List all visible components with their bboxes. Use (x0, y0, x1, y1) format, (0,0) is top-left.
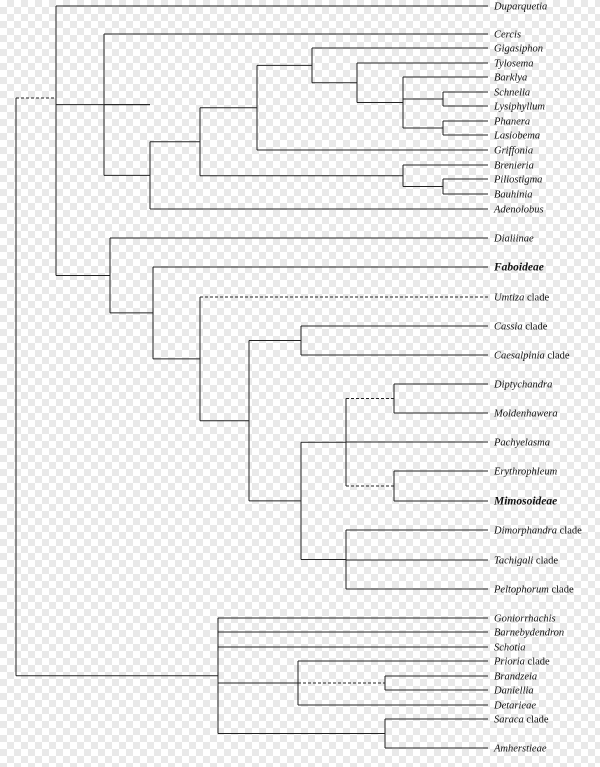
taxon-name: Dimorphandra (494, 525, 558, 537)
taxon-suffix: clade (548, 584, 574, 596)
taxon-label-lasiobema (493, 131, 540, 142)
taxon-label-pachyelasma (493, 438, 550, 449)
taxon-label-moldenhawera (493, 409, 558, 420)
taxon-label-phanera (493, 117, 530, 128)
taxon-suffix: clade (557, 525, 582, 537)
taxon-label-griffonia (494, 146, 533, 157)
taxon-suffix: clade (523, 714, 549, 726)
taxon-label-cercis (494, 30, 521, 41)
taxon-name: Tylosema (494, 58, 534, 70)
taxon-name: Barnebydendron (494, 627, 565, 639)
taxon-name: Cercis (494, 29, 522, 41)
taxon-label-schnella (494, 88, 530, 99)
taxon-label-gigasiphon (494, 44, 543, 55)
taxon-name: Barklya (494, 72, 528, 84)
taxon-name: Pachyelasma (494, 437, 550, 449)
taxon-label-amherstieae (493, 744, 547, 755)
taxon-suffix: clade (524, 656, 550, 668)
taxon-label-daniellia (493, 686, 534, 697)
taxon-name: Umtiza (494, 292, 525, 304)
taxon-name: Saraca (494, 714, 524, 726)
taxon-name: Dialiinae (494, 233, 534, 245)
taxon-name: Daniellia (494, 685, 534, 697)
taxon-label-peltophorum (493, 585, 574, 596)
taxon-name: Mimosoideae (494, 495, 558, 508)
taxon-label-dimorphandra (493, 526, 582, 537)
taxon-name: Moldenhawera (494, 408, 558, 420)
taxon-label-umtiza (494, 293, 549, 304)
taxon-suffix: clade (533, 555, 559, 567)
taxon-label-tylosema (494, 59, 533, 70)
taxon-label-saraca (494, 715, 549, 726)
taxon-label-faboideae (493, 262, 544, 274)
taxon-name: Schnella (494, 87, 531, 99)
taxon-label-adenolobus (493, 205, 544, 216)
taxon-label-mimosoideae (493, 496, 557, 508)
taxon-label-goniorrhachis (494, 614, 556, 625)
taxon-label-piliostigma (493, 175, 542, 186)
taxon-name: Tachigali (494, 555, 534, 567)
taxon-name: Goniorrhachis (494, 613, 556, 625)
taxon-label-barklya (494, 73, 527, 84)
taxon-name: Bauhinia (494, 189, 533, 201)
taxon-label-erythrophleum (493, 467, 558, 478)
taxon-label-dialiinae (493, 234, 534, 245)
taxon-label-caesalpinia (494, 351, 570, 362)
taxon-label-tachigali (494, 556, 558, 567)
taxon-name: Erythrophleum (494, 466, 558, 478)
taxon-name: Phanera (494, 116, 531, 128)
taxon-name: Diptychandra (494, 379, 553, 391)
taxon-name: Brandzeia (494, 671, 538, 683)
taxon-name: Prioria (494, 656, 525, 668)
taxon-name: Caesalpinia (494, 350, 545, 362)
taxon-name: Detarieae (494, 700, 536, 712)
taxon-name: Adenolobus (494, 204, 544, 216)
taxon-name: Amherstieae (494, 743, 547, 755)
taxon-label-brandzeia (494, 672, 537, 683)
taxon-name: Gigasiphon (494, 43, 544, 55)
taxon-label-bauhinia (494, 190, 533, 201)
taxon-label-lysiphyllum (493, 102, 545, 113)
taxon-label-schotia (494, 643, 526, 654)
taxon-label-barnebydendron (494, 628, 564, 639)
taxon-name: Lasiobema (494, 130, 541, 142)
taxon-suffix: clade (524, 292, 550, 304)
taxon-name: Faboideae (494, 261, 544, 274)
taxon-name: Peltophorum (494, 584, 549, 596)
taxon-label-brenieria (494, 161, 534, 172)
taxon-suffix: clade (544, 350, 570, 362)
taxon-name: Piliostigma (494, 174, 543, 186)
taxon-name: Griffonia (494, 145, 534, 157)
taxon-name: Duparquetia (494, 1, 548, 13)
taxon-label-diptychandra (493, 380, 552, 391)
taxon-name: Lysiphyllum (494, 101, 546, 113)
taxon-label-detarieae (493, 701, 536, 712)
taxon-name: Brenieria (494, 160, 534, 172)
taxon-name: Schotia (494, 642, 526, 654)
taxon-label-prioria (493, 657, 550, 668)
taxon-suffix: clade (522, 321, 548, 333)
taxon-name: Cassia (494, 321, 523, 333)
taxon-label-duparquetia (493, 2, 547, 13)
taxon-label-cassia (494, 322, 548, 333)
